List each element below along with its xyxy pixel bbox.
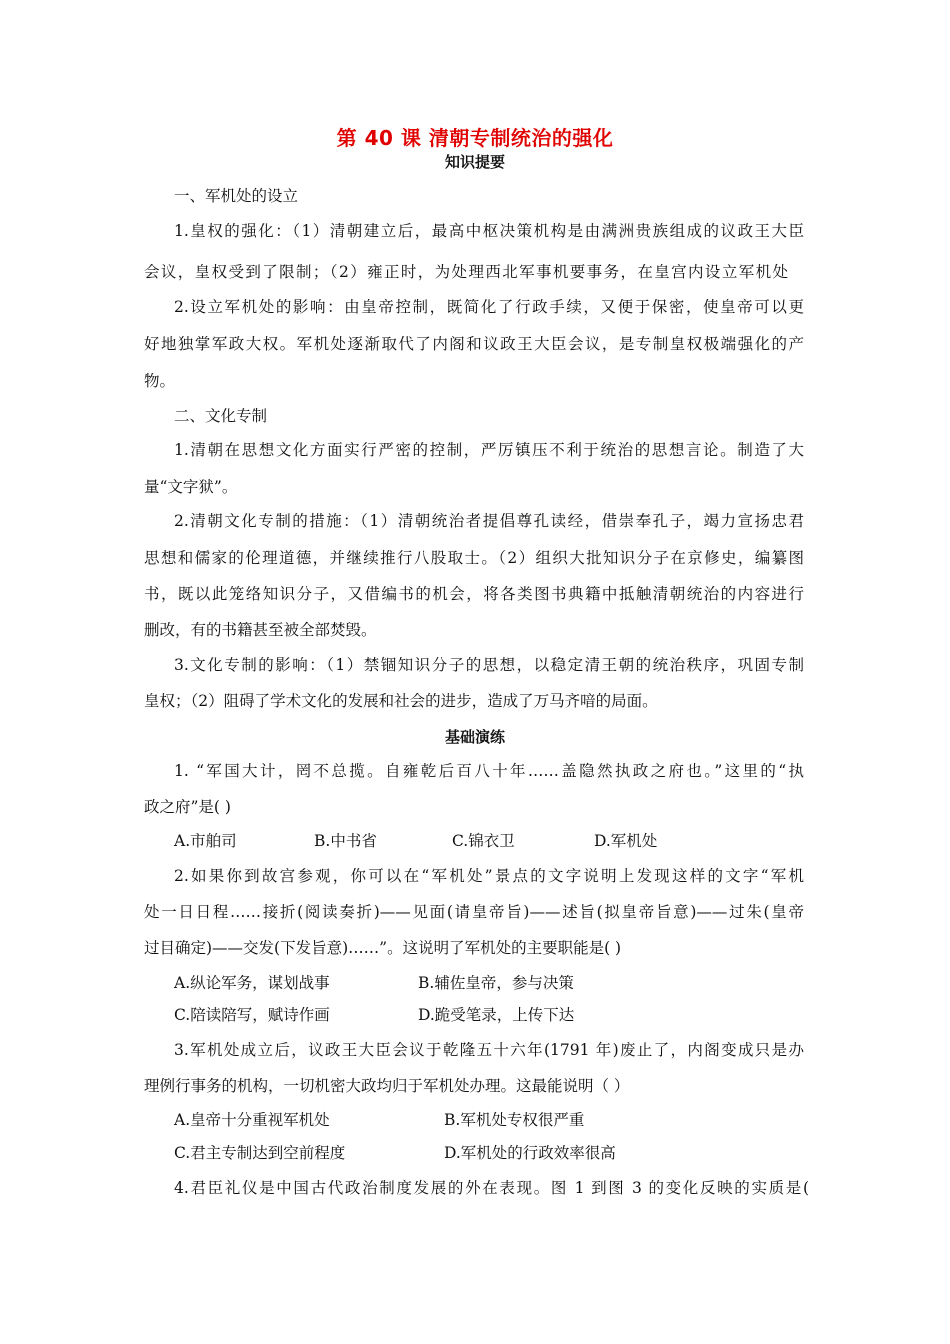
paragraph-line: 1.皇权的强化：（1）清朝建立后，最高中枢决策机构是由满洲贵族组成的议政王大臣 — [174, 222, 804, 240]
question-2-line: 处一日日程……接折(阅读奏折)——见面(请皇帝旨)——述旨(拟皇帝旨意)——过朱(皇帝 — [144, 903, 804, 921]
paragraph-line: 书，既以此笼络知识分子，又借编书的机会，将各类图书典籍中抵触清朝统治的内容进行 — [144, 585, 804, 603]
question-3-line: 理例行事务的机构，一切机密大政均归于军机处办理。这最能说明（ ） — [144, 1077, 630, 1095]
paragraph-line: 好地独掌军政大权。军机处逐渐取代了内阁和议政王大臣会议，是专制皇权极端强化的产 — [144, 335, 804, 353]
exercises-heading: 基础演练 — [444, 728, 505, 746]
section-1-heading: 一、军机处的设立 — [174, 187, 299, 205]
option-c: C.君主专制达到空前程度 — [174, 1144, 346, 1162]
option-b: B.辅佐皇帝，参与决策 — [418, 974, 574, 992]
option-a: A.市舶司 — [174, 832, 237, 850]
paragraph-line: 2.设立军机处的影响：由皇帝控制，既简化了行政手续，又便于保密，使皇帝可以更 — [174, 298, 804, 316]
question-1-line: 1. “军国大计，罔不总揽。自雍乾后百八十年……盖隐然执政之府也。”这里的“执 — [174, 762, 804, 780]
paragraph-line: 3.文化专制的影响：（1）禁锢知识分子的思想，以稳定清王朝的统治秩序，巩固专制 — [174, 656, 804, 674]
paragraph-line: 删改，有的书籍甚至被全部焚毁。 — [144, 621, 377, 639]
option-a: A.纵论军务，谋划战事 — [174, 974, 330, 992]
option-b: B.中书省 — [314, 832, 377, 850]
option-c: C.锦衣卫 — [452, 832, 515, 850]
option-a: A.皇帝十分重视军机处 — [174, 1111, 330, 1129]
paragraph-line: 思想和儒家的伦理道德，并继续推行八股取士。（2）组织大批知识分子在京修史，编纂图 — [144, 549, 804, 567]
question-4-line: 4.君臣礼仪是中国古代政治制度发展的外在表现。图 1 到图 3 的变化反映的实质是( — [174, 1179, 809, 1197]
option-d: D.军机处 — [594, 832, 658, 850]
paragraph-line: 1.清朝在思想文化方面实行严密的控制，严厉镇压不利于统治的思想言论。制造了大 — [174, 441, 804, 459]
option-b: B.军机处专权很严重 — [444, 1111, 585, 1129]
paragraph-line: 量“文字狱”。 — [144, 478, 238, 496]
question-2-line: 过目确定)——交发(下发旨意)……”。这说明了军机处的主要职能是( ) — [144, 939, 622, 957]
paragraph-line: 皇权；（2）阻碍了学术文化的发展和社会的进步，造成了万马齐喑的局面。 — [144, 692, 658, 710]
paragraph-line: 2.清朝文化专制的措施：（1）清朝统治者提倡尊孔读经，借崇奉孔子，竭力宣扬忠君 — [174, 512, 804, 530]
question-2-line: 2.如果你到故宫参观，你可以在“军机处”景点的文字说明上发现这样的文字“军机 — [174, 867, 804, 885]
paragraph-line: 会议，皇权受到了限制；（2）雍正时，为处理西北军事机要事务，在皇宫内设立军机处 — [144, 263, 788, 281]
question-1-line: 政之府”是( ) — [144, 798, 231, 816]
question-3-line: 3.军机处成立后，议政王大臣会议于乾隆五十六年(1791 年)废止了，内阁变成只是办 — [174, 1041, 804, 1059]
option-d: D.军机处的行政效率很高 — [444, 1144, 616, 1162]
lesson-title: 第 40 课 清朝专制统治的强化 — [336, 126, 614, 150]
paragraph-line: 物。 — [144, 372, 176, 390]
option-d: D.跪受笔录，上传下达 — [418, 1006, 575, 1024]
option-c: C.陪读陪写，赋诗作画 — [174, 1006, 330, 1024]
knowledge-heading: 知识提要 — [444, 153, 505, 171]
section-2-heading: 二、文化专制 — [174, 407, 268, 425]
